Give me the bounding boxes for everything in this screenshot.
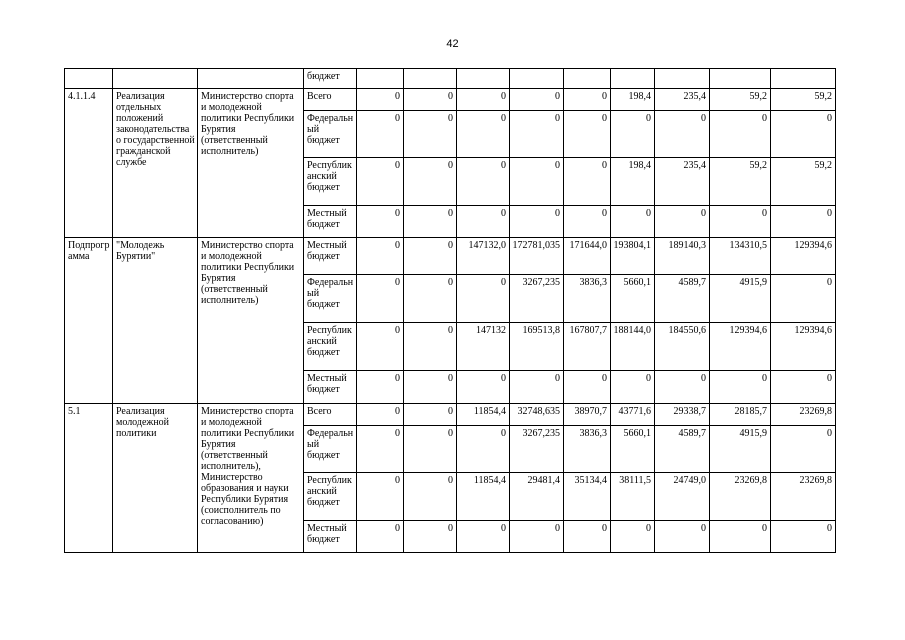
amount-cell: 0 [404, 323, 457, 371]
carry-over-row [65, 69, 836, 89]
funding-source-cell: Местный бюджет [304, 521, 357, 553]
amount-cell: 0 [611, 371, 655, 404]
amount-cell: 0 [510, 521, 564, 553]
funding-source-cell: Местный бюджет [304, 238, 357, 275]
amount-cell: 0 [510, 158, 564, 206]
amount-cell: 0 [357, 275, 404, 323]
amount-cell: 129394,6 [771, 238, 836, 275]
funding-source-cell: Федеральный бюджет [304, 275, 357, 323]
empty-cell [771, 69, 836, 89]
amount-cell: 198,4 [611, 89, 655, 111]
amount-cell: 198,4 [611, 158, 655, 206]
amount-cell: 129394,6 [771, 323, 836, 371]
amount-cell: 0 [771, 111, 836, 158]
amount-cell: 3836,3 [564, 426, 611, 473]
amount-cell: 32748,635 [510, 404, 564, 426]
funding-source-cell: Республиканский бюджет [304, 158, 357, 206]
amount-cell: 0 [457, 371, 510, 404]
amount-cell: 0 [564, 371, 611, 404]
amount-cell: 0 [404, 404, 457, 426]
amount-cell: 172781,035 [510, 238, 564, 275]
amount-cell: 38970,7 [564, 404, 611, 426]
amount-cell: 0 [564, 89, 611, 111]
amount-cell: 0 [611, 521, 655, 553]
amount-cell: 0 [457, 158, 510, 206]
amount-cell: 0 [404, 238, 457, 275]
amount-cell: 0 [564, 521, 611, 553]
amount-cell: 0 [457, 275, 510, 323]
budget-table [64, 68, 836, 553]
amount-cell: 0 [357, 426, 404, 473]
amount-cell: 0 [404, 206, 457, 238]
empty-cell [404, 69, 457, 89]
amount-cell: 0 [457, 206, 510, 238]
amount-cell: 11854,4 [457, 473, 510, 521]
empty-cell [655, 69, 710, 89]
amount-cell: 0 [655, 111, 710, 158]
budget-row [65, 404, 836, 426]
amount-cell: 169513,8 [510, 323, 564, 371]
funding-source-cell: бюджет [304, 69, 357, 89]
amount-cell: 0 [357, 111, 404, 158]
amount-cell: 0 [611, 206, 655, 238]
amount-cell: 0 [510, 111, 564, 158]
funding-source-cell: Федеральный бюджет [304, 426, 357, 473]
amount-cell: 4589,7 [655, 426, 710, 473]
executor-cell: Министерство спорта и молодежной политики Республики Бурятия (ответственный исполнитель), Министерство образования и науки Республики Бурятия (соисполнитель по согласованию) [198, 404, 304, 553]
amount-cell: 4589,7 [655, 275, 710, 323]
amount-cell: 0 [404, 89, 457, 111]
amount-cell: 0 [404, 521, 457, 553]
program-groups [65, 89, 836, 553]
amount-cell: 23269,8 [771, 473, 836, 521]
empty-cell [357, 69, 404, 89]
amount-cell: 0 [510, 371, 564, 404]
amount-cell: 0 [510, 89, 564, 111]
funding-source-cell: Местный бюджет [304, 371, 357, 404]
amount-cell: 147132,0 [457, 238, 510, 275]
amount-cell: 0 [404, 426, 457, 473]
program-name-cell: Реализация отдельных положений законодательства о государственной гражданской службе [113, 89, 198, 238]
funding-source-cell: Федеральный бюджет [304, 111, 357, 158]
funding-source-cell: Местный бюджет [304, 206, 357, 238]
amount-cell: 0 [357, 89, 404, 111]
empty-cell [113, 69, 198, 89]
amount-cell: 0 [771, 275, 836, 323]
amount-cell: 189140,3 [655, 238, 710, 275]
amount-cell: 147132 [457, 323, 510, 371]
amount-cell: 5660,1 [611, 275, 655, 323]
amount-cell: 167807,7 [564, 323, 611, 371]
amount-cell: 0 [457, 111, 510, 158]
amount-cell: 193804,1 [611, 238, 655, 275]
amount-cell: 0 [710, 111, 771, 158]
amount-cell: 0 [357, 521, 404, 553]
amount-cell: 0 [564, 206, 611, 238]
empty-cell [564, 69, 611, 89]
amount-cell: 4915,9 [710, 275, 771, 323]
amount-cell: 59,2 [710, 89, 771, 111]
amount-cell: 24749,0 [655, 473, 710, 521]
amount-cell: 0 [510, 206, 564, 238]
amount-cell: 0 [564, 158, 611, 206]
amount-cell: 43771,6 [611, 404, 655, 426]
amount-cell: 184550,6 [655, 323, 710, 371]
amount-cell: 0 [357, 371, 404, 404]
amount-cell: 23269,8 [710, 473, 771, 521]
funding-source-cell: Республиканский бюджет [304, 473, 357, 521]
amount-cell: 134310,5 [710, 238, 771, 275]
amount-cell: 4915,9 [710, 426, 771, 473]
amount-cell: 0 [655, 206, 710, 238]
amount-cell: 0 [771, 426, 836, 473]
page-number: 42 [446, 38, 459, 50]
amount-cell: 59,2 [771, 89, 836, 111]
program-code-cell: Подпрограмма [65, 238, 113, 404]
amount-cell: 29481,4 [510, 473, 564, 521]
program-code-cell: 4.1.1.4 [65, 89, 113, 238]
amount-cell: 0 [404, 371, 457, 404]
amount-cell: 0 [357, 206, 404, 238]
amount-cell: 5660,1 [611, 426, 655, 473]
funding-source-cell: Всего [304, 89, 357, 111]
amount-cell: 11854,4 [457, 404, 510, 426]
amount-cell: 0 [404, 275, 457, 323]
amount-cell: 3267,235 [510, 426, 564, 473]
program-name-cell: Реализация молодежной политики [113, 404, 198, 553]
amount-cell: 0 [611, 111, 655, 158]
executor-cell: Министерство спорта и молодежной политики Республики Бурятия (ответственный исполнитель) [198, 238, 304, 404]
amount-cell: 29338,7 [655, 404, 710, 426]
empty-cell [510, 69, 564, 89]
amount-cell: 0 [357, 404, 404, 426]
empty-cell [457, 69, 510, 89]
amount-cell: 0 [564, 111, 611, 158]
empty-cell [198, 69, 304, 89]
amount-cell: 0 [655, 371, 710, 404]
amount-cell: 0 [710, 371, 771, 404]
amount-cell: 0 [404, 473, 457, 521]
amount-cell: 3836,3 [564, 275, 611, 323]
amount-cell: 0 [404, 111, 457, 158]
amount-cell: 0 [457, 89, 510, 111]
amount-cell: 129394,6 [710, 323, 771, 371]
amount-cell: 35134,4 [564, 473, 611, 521]
empty-cell [611, 69, 655, 89]
funding-source-cell: Республиканский бюджет [304, 323, 357, 371]
funding-source-cell: Всего [304, 404, 357, 426]
budget-row [65, 238, 836, 275]
program-code-cell: 5.1 [65, 404, 113, 553]
amount-cell: 3267,235 [510, 275, 564, 323]
amount-cell: 0 [357, 238, 404, 275]
amount-cell: 0 [457, 426, 510, 473]
amount-cell: 0 [457, 521, 510, 553]
amount-cell: 0 [710, 521, 771, 553]
amount-cell: 59,2 [710, 158, 771, 206]
amount-cell: 0 [710, 206, 771, 238]
amount-cell: 0 [357, 158, 404, 206]
amount-cell: 235,4 [655, 89, 710, 111]
amount-cell: 0 [357, 323, 404, 371]
amount-cell: 23269,8 [771, 404, 836, 426]
amount-cell: 0 [771, 206, 836, 238]
amount-cell: 0 [771, 371, 836, 404]
budget-row [65, 89, 836, 111]
amount-cell: 38111,5 [611, 473, 655, 521]
amount-cell: 171644,0 [564, 238, 611, 275]
amount-cell: 0 [655, 521, 710, 553]
amount-cell: 188144,0 [611, 323, 655, 371]
empty-cell [65, 69, 113, 89]
amount-cell: 59,2 [771, 158, 836, 206]
executor-cell: Министерство спорта и молодежной политики Республики Бурятия (ответственный исполнитель) [198, 89, 304, 238]
amount-cell: 28185,7 [710, 404, 771, 426]
amount-cell: 0 [771, 521, 836, 553]
amount-cell: 0 [357, 473, 404, 521]
empty-cell [710, 69, 771, 89]
program-name-cell: "Молодежь Бурятии" [113, 238, 198, 404]
amount-cell: 0 [404, 158, 457, 206]
amount-cell: 235,4 [655, 158, 710, 206]
